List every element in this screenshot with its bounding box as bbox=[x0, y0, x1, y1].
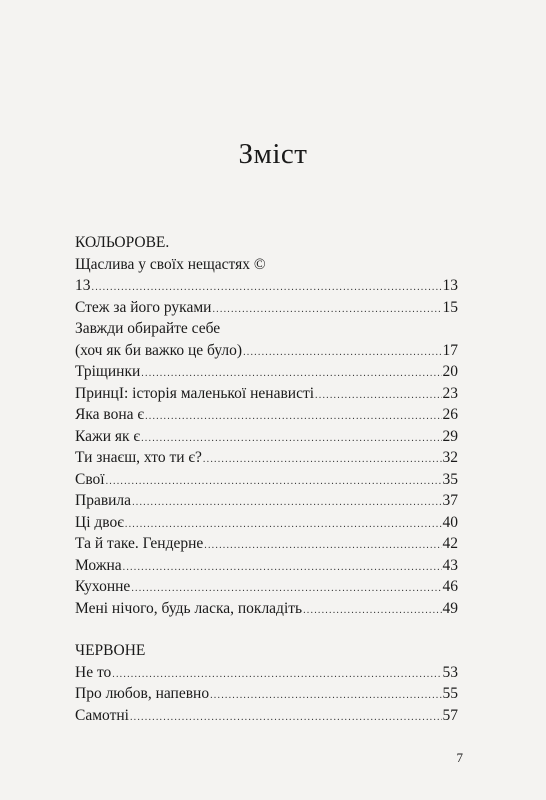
toc-entry bbox=[75, 576, 458, 598]
toc-entry-page: 15 bbox=[442, 298, 458, 316]
toc-entry-label: Завжди обирайте себе bbox=[75, 320, 221, 337]
toc-entry-page: 13 bbox=[442, 277, 458, 294]
toc-entry-label: Правила bbox=[75, 492, 132, 509]
toc-entry bbox=[75, 555, 458, 577]
toc-entry bbox=[75, 447, 458, 469]
toc-entry-page: 46 bbox=[442, 578, 458, 595]
toc-entry-page: 55 bbox=[442, 685, 458, 702]
toc-entry bbox=[75, 683, 458, 705]
toc-entry bbox=[75, 404, 458, 426]
toc-entry-label: Кухонне bbox=[75, 578, 131, 595]
section-heading: КОЛЬОРОВЕ. bbox=[75, 234, 170, 251]
toc-entry-label: Самотні bbox=[75, 706, 129, 724]
toc-entry-page: 37 bbox=[442, 492, 458, 509]
toc-entry bbox=[75, 383, 458, 405]
toc-entry-page: 35 bbox=[442, 470, 458, 488]
toc-entry-page: 32 bbox=[442, 449, 458, 466]
toc-entry bbox=[75, 254, 458, 276]
toc-entry-label: Щаслива у своїх нещастях © bbox=[75, 255, 266, 273]
table-of-contents bbox=[75, 232, 458, 726]
toc-entry-label: ПринцІ: історія маленької ненависті bbox=[75, 384, 315, 402]
toc-entry-label: Можна bbox=[75, 556, 122, 574]
toc-entry-label: Про любов, напевно bbox=[75, 685, 210, 702]
toc-entry bbox=[75, 426, 458, 448]
toc-entry bbox=[75, 662, 458, 684]
toc-entry bbox=[75, 512, 458, 534]
toc-entry-page: 26 bbox=[442, 406, 458, 423]
toc-entry-label: Яка вона є bbox=[75, 406, 145, 423]
toc-entry bbox=[75, 361, 458, 383]
toc-entry-label: Кажи як є bbox=[75, 427, 141, 445]
toc-entry bbox=[75, 598, 458, 620]
toc-entry bbox=[75, 469, 458, 491]
toc-entry-page: 53 bbox=[442, 663, 458, 681]
toc-entry-label: Свої bbox=[75, 470, 105, 488]
toc-entry bbox=[75, 275, 458, 297]
toc-entry-page: 42 bbox=[442, 535, 458, 552]
toc-entry bbox=[75, 533, 458, 555]
page-title: Зміст bbox=[238, 138, 308, 170]
toc-entry-page: 57 bbox=[442, 706, 458, 724]
toc-entry-page: 20 bbox=[442, 363, 458, 380]
toc-entry bbox=[75, 705, 458, 727]
toc-entry-page: 23 bbox=[442, 384, 458, 402]
toc-entry-label: Не то bbox=[75, 663, 112, 681]
section-heading: ЧЕРВОНЕ bbox=[75, 642, 146, 659]
toc-entry-label: Мені нічого, будь ласка, покладіть bbox=[75, 599, 303, 617]
toc-entry-label: Та й таке. Гендерне bbox=[75, 535, 204, 552]
toc-entry-label: Ти знаєш, хто ти є? bbox=[75, 449, 202, 466]
toc-entry bbox=[75, 340, 458, 362]
page-number: 7 bbox=[456, 750, 463, 765]
toc-entry-page: 40 bbox=[442, 513, 458, 531]
toc-entry-label: 13 bbox=[75, 277, 91, 294]
toc-entry bbox=[75, 490, 458, 512]
toc-entry-page: 43 bbox=[442, 556, 458, 574]
toc-entry-label: Стеж за його руками bbox=[75, 298, 212, 316]
toc-entry-label: (хоч як би важко це було) bbox=[75, 341, 243, 359]
toc-entry-page: 29 bbox=[442, 427, 458, 445]
toc-entry-label: Ці двоє bbox=[75, 513, 124, 531]
toc-entry bbox=[75, 318, 458, 340]
toc-entry-page: 17 bbox=[442, 341, 458, 359]
toc-entry bbox=[75, 297, 458, 319]
toc-entry-page: 49 bbox=[442, 599, 458, 617]
toc-entry-label: Тріщинки bbox=[75, 363, 141, 380]
